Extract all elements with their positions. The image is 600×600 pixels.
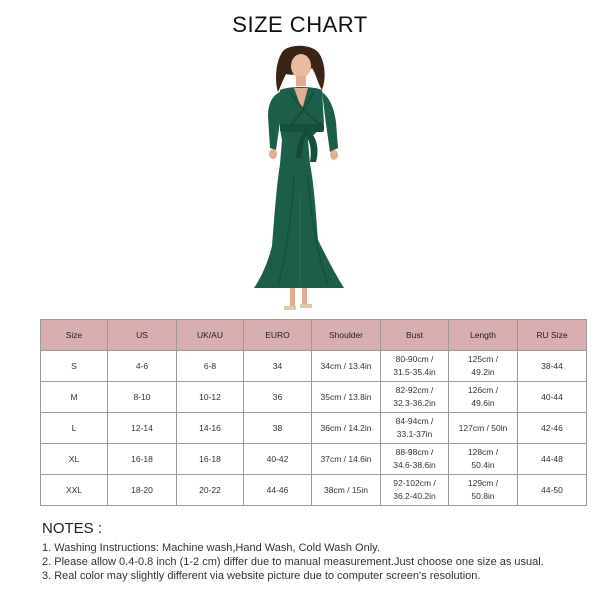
table-cell: 40-44 xyxy=(518,382,587,413)
table-cell: 8-10 xyxy=(108,382,177,413)
table-row xyxy=(41,444,587,475)
table-cell: 125cm / 49.2in xyxy=(449,351,518,382)
table-cell: 37cm / 14.6in xyxy=(312,444,381,475)
table-cell: M xyxy=(41,382,108,413)
table-cell: 18-20 xyxy=(108,475,177,506)
table-row xyxy=(41,413,587,444)
header-cell: Bust xyxy=(381,320,449,351)
table-cell: 126cm / 49.6in xyxy=(449,382,518,413)
table-cell: 129cm / 50.8in xyxy=(449,475,518,506)
notes-section xyxy=(42,520,592,583)
header-cell: RU Size xyxy=(518,320,587,351)
size-chart-table xyxy=(40,319,587,506)
note-item: 2. Please allow 0.4-0.8 inch (1-2 cm) differ due to manual measurement.Just choose one size as usual. xyxy=(42,556,544,568)
table-cell: 44-48 xyxy=(518,444,587,475)
header-cell: Size xyxy=(41,320,108,351)
table-cell: 82-92cm / 32.3-36.2in xyxy=(381,382,449,413)
table-row xyxy=(41,475,587,506)
table-cell: 34cm / 13.4in xyxy=(312,351,381,382)
table-cell: 128cm / 50.4in xyxy=(449,444,518,475)
note-item: 3. Real color may slightly different via website picture due to computer screen's resolution. xyxy=(42,570,481,582)
header-cell: Shoulder xyxy=(312,320,381,351)
table-cell: 20-22 xyxy=(177,475,244,506)
table-cell: 12-14 xyxy=(108,413,177,444)
table-cell: 127cm / 50in xyxy=(449,413,518,444)
table-cell: 38 xyxy=(244,413,312,444)
table-cell: 92-102cm / 36.2-40.2in xyxy=(381,475,449,506)
table-cell: 6-8 xyxy=(177,351,244,382)
table-cell: 44-46 xyxy=(244,475,312,506)
table-cell: 36 xyxy=(244,382,312,413)
table-cell: 34 xyxy=(244,351,312,382)
table-cell: XXL xyxy=(41,475,108,506)
table-cell: 80-90cm / 31.5-35.4in xyxy=(381,351,449,382)
table-cell: 88-98cm / 34.6-38.6in xyxy=(381,444,449,475)
table-cell: 4-6 xyxy=(108,351,177,382)
table-cell: 42-46 xyxy=(518,413,587,444)
table-cell: 84-94cm / 33.1-37in xyxy=(381,413,449,444)
table-row xyxy=(41,382,587,413)
table-cell: XL xyxy=(41,444,108,475)
table-cell: 40-42 xyxy=(244,444,312,475)
table-header-row xyxy=(41,320,587,351)
table-cell: 16-18 xyxy=(108,444,177,475)
header-cell: EURO xyxy=(244,320,312,351)
header-cell: UK/AU xyxy=(177,320,244,351)
model-dress-image xyxy=(234,44,358,314)
note-item: 1. Washing Instructions: Machine wash,Hand Wash, Cold Wash Only. xyxy=(42,542,380,554)
header-cell: Length xyxy=(449,320,518,351)
table-row xyxy=(41,351,587,382)
table-cell: 36cm / 14.2in xyxy=(312,413,381,444)
table-cell: 10-12 xyxy=(177,382,244,413)
table-cell: 38cm / 15in xyxy=(312,475,381,506)
table-cell: L xyxy=(41,413,108,444)
table-cell: 16-18 xyxy=(177,444,244,475)
table-cell: 44-50 xyxy=(518,475,587,506)
notes-title: NOTES : xyxy=(42,520,103,537)
page-title: SIZE CHART xyxy=(232,12,368,37)
table-cell: 35cm / 13.8in xyxy=(312,382,381,413)
table-cell: S xyxy=(41,351,108,382)
table-cell: 38-44 xyxy=(518,351,587,382)
header-cell: US xyxy=(108,320,177,351)
table-cell: 14-16 xyxy=(177,413,244,444)
